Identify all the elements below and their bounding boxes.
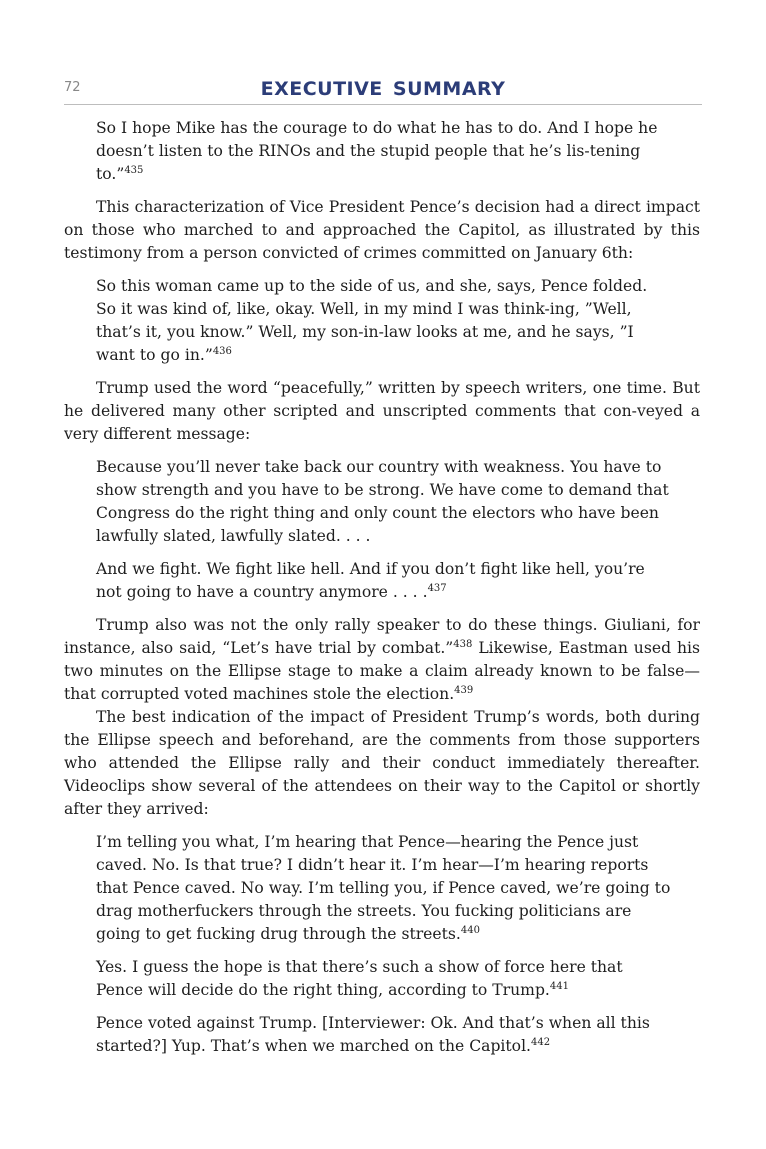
- footnote-ref: 437: [427, 583, 447, 594]
- quote-text: I’m telling you what, I’m hearing that Pence—hearing the Pence just caved. No. Is that true? I didn’t hear it. I’m hear—I’m hearing reports that Pence caved. No way. I’m telling you, if Pence caved, we’re going to drag motherfuckers through the streets. You fucking politicians are going to get fucking drug through the streets.: [96, 833, 671, 943]
- footnote-ref: 442: [531, 1037, 551, 1048]
- footnote-ref: 435: [124, 165, 144, 176]
- footnote-ref: 439: [454, 685, 474, 696]
- block-quote-5: [96, 831, 671, 946]
- quote-text: Pence voted against Trump. [Interviewer: Ok. And that’s when all this started?] Yup. That’s when we marched on the Capitol.: [96, 1014, 650, 1055]
- block-quote-3: [96, 456, 671, 548]
- block-quote-2: [96, 275, 671, 367]
- footnote-ref: 438: [453, 639, 473, 650]
- block-quote-4: [96, 558, 671, 604]
- quote-text: So this woman came up to the side of us, and she, says, Pence folded. So it was kind of, like, okay. Well, in my mind I was think-ing, ”Well, that’s it, you know.” Well, my son-in-law looks at me, and he says, ”I want to go in.”: [96, 277, 648, 364]
- page-body: [64, 117, 700, 1068]
- quote-text: And we fight. We fight like hell. And if you don’t fight like hell, you’re not going to have a country anymore . . . .: [96, 560, 645, 601]
- body-paragraph-1: This characterization of Vice President Pence’s decision had a direct impact on those who marched to and approached the Capitol, as illustrated by this testimony from a person convicted of crimes committed on January 6th:: [64, 198, 700, 262]
- block-quote-7: [96, 1012, 671, 1058]
- running-head: EXECUTIVE SUMMARY: [260, 78, 506, 100]
- header-rule: [64, 104, 702, 105]
- block-quote-1: [96, 117, 671, 186]
- quote-text: So I hope Mike has the courage to do what he has to do. And I hope he doesn’t listen to the RINOs and the stupid people that he’s lis-tening to.”: [96, 119, 658, 183]
- paragraph-text: Likewise, Eastman used his two minutes on the Ellipse stage to make a claim already known to be false—that corrupted voted machines stole the election.: [64, 639, 701, 703]
- footnote-ref: 441: [549, 981, 569, 992]
- footnote-ref: 440: [460, 925, 480, 936]
- paragraph-text: Trump also was not the only rally speaker to do these things. Giuliani, for instance, also said, “Let’s have trial by combat.”: [64, 616, 700, 657]
- body-paragraph-4: The best indication of the impact of President Trump’s words, both during the Ellipse speech and beforehand, are the comments from those supporters who attended the Ellipse rally and their conduct immediately thereafter. Videoclips show several of the attendees on their way to the Capitol or shortly after they arrived:: [64, 708, 700, 818]
- quote-text: Yes. I guess the hope is that there’s such a show of force here that Pence will decide do the right thing, according to Trump.: [96, 958, 623, 999]
- quote-text: Because you’ll never take back our country with weakness. You have to show strength and you have to be strong. We have come to demand that Congress do the right thing and only count the electors who have been lawfully slated, lawfully slated. . . .: [96, 458, 669, 545]
- body-paragraph-2: Trump used the word “peacefully,” written by speech writers, one time. But he delivered many other scripted and unscripted comments that con-veyed a very different message:: [64, 379, 700, 443]
- block-quote-6: [96, 956, 671, 1002]
- body-paragraph-3: [64, 614, 700, 706]
- footnote-ref: 436: [212, 346, 232, 357]
- page-number: 72: [64, 80, 81, 95]
